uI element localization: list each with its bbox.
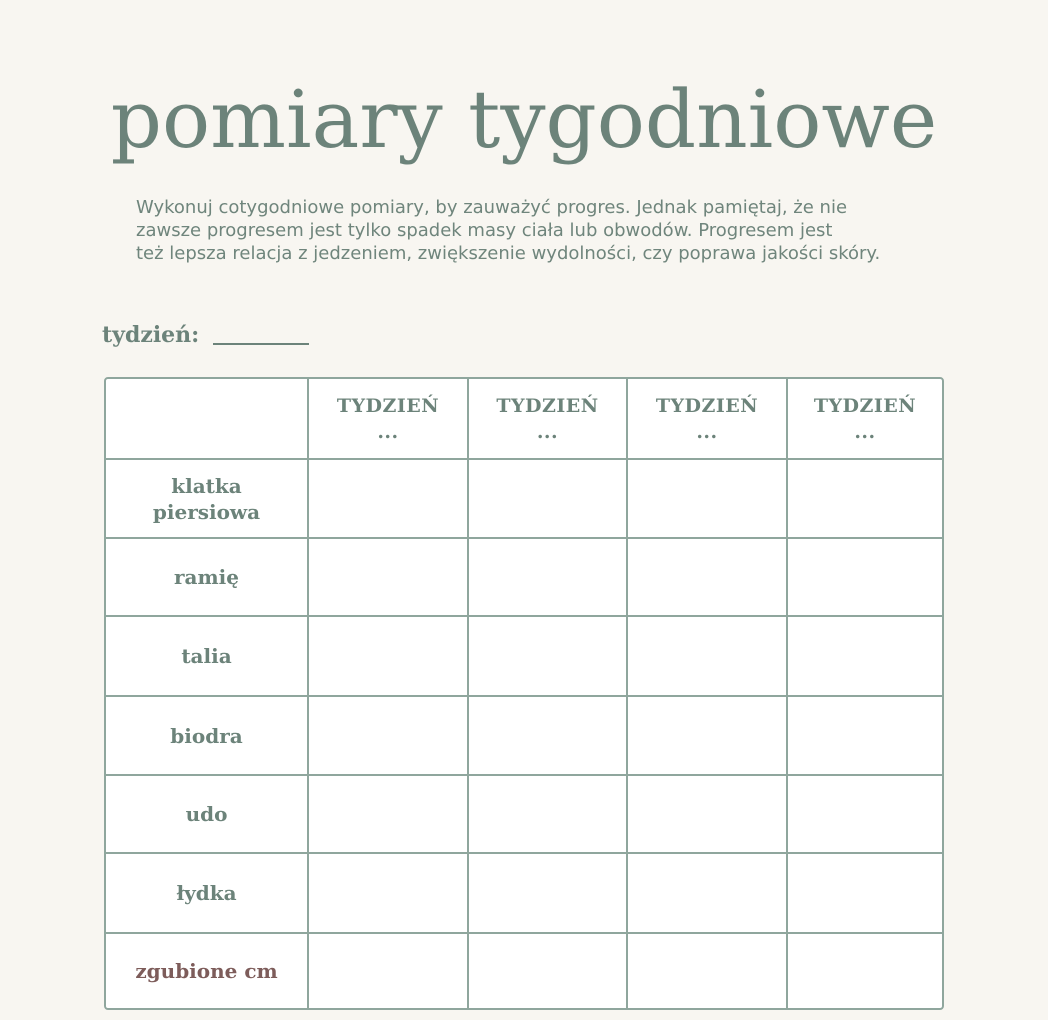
intro-line: zawsze progresem jest tylko spadek masy ciała lub obwodów. Progresem jest xyxy=(136,220,833,241)
table-row xyxy=(106,775,942,853)
week-header-label: TYDZIEŃ xyxy=(813,394,917,417)
week-header xyxy=(308,379,468,459)
row-label-lost-cm: zgubione cm xyxy=(106,933,308,1008)
measurement-cell[interactable] xyxy=(468,696,627,775)
measurement-cell[interactable] xyxy=(308,775,468,853)
table-row xyxy=(106,538,942,616)
measurement-cell[interactable] xyxy=(468,853,627,933)
measurement-cell[interactable] xyxy=(787,538,942,616)
week-header xyxy=(468,379,627,459)
row-label-thigh: udo xyxy=(106,775,308,853)
measurement-cell[interactable] xyxy=(627,459,787,538)
intro-line: Wykonuj cotygodniowe pomiary, by zauważyć progres. Jednak pamiętaj, że nie xyxy=(136,197,848,218)
measurement-cell[interactable] xyxy=(468,933,627,1008)
week-header-label: TYDZIEŃ xyxy=(655,394,759,417)
week-header-number: ... xyxy=(854,420,876,443)
measurement-cell[interactable] xyxy=(627,616,787,696)
measurement-cell[interactable] xyxy=(468,538,627,616)
row-label-arm: ramię xyxy=(106,538,308,616)
table-row xyxy=(106,459,942,538)
measurement-cell[interactable] xyxy=(308,853,468,933)
measurement-cell[interactable] xyxy=(308,538,468,616)
measurement-cell[interactable] xyxy=(787,853,942,933)
measurement-cell[interactable] xyxy=(627,538,787,616)
measurement-cell[interactable] xyxy=(627,933,787,1008)
table-row xyxy=(106,696,942,775)
measurement-cell[interactable] xyxy=(787,459,942,538)
corner-cell xyxy=(106,379,308,459)
page-title: pomiary tygodniowe xyxy=(110,73,938,166)
week-header-label: TYDZIEŃ xyxy=(336,394,440,417)
header-row xyxy=(106,379,942,459)
row-label-chest: klatka piersiowa xyxy=(106,459,308,538)
intro-text xyxy=(136,196,936,265)
week-header-label: TYDZIEŃ xyxy=(496,394,599,417)
measurement-cell[interactable] xyxy=(787,775,942,853)
table-row xyxy=(106,616,942,696)
week-header-number: ... xyxy=(536,420,559,443)
measurement-cell[interactable] xyxy=(308,696,468,775)
table-row xyxy=(106,853,942,933)
measurement-table xyxy=(104,377,944,1010)
week-header xyxy=(627,379,787,459)
week-header-number: ... xyxy=(696,420,718,443)
measurement-cell[interactable] xyxy=(308,933,468,1008)
measurement-cell[interactable] xyxy=(468,616,627,696)
measurement-cell[interactable] xyxy=(468,459,627,538)
measurement-cell[interactable] xyxy=(627,775,787,853)
measurement-cell[interactable] xyxy=(627,853,787,933)
measurement-cell[interactable] xyxy=(787,696,942,775)
week-header-number: ... xyxy=(377,420,399,443)
week-input-line[interactable] xyxy=(213,343,309,345)
week-label: tydzień: xyxy=(102,322,200,348)
measurement-cell[interactable] xyxy=(308,616,468,696)
table-row xyxy=(106,933,942,1008)
row-label-hips: biodra xyxy=(106,696,308,775)
intro-line: też lepsza relacja z jedzeniem, zwiększenie wydolności, czy poprawa jakości skóry. xyxy=(136,243,881,264)
week-header xyxy=(787,379,942,459)
row-label-waist: talia xyxy=(106,616,308,696)
measurement-cell[interactable] xyxy=(308,459,468,538)
row-label-calf: łydka xyxy=(106,853,308,933)
measurement-cell[interactable] xyxy=(627,696,787,775)
measurement-cell[interactable] xyxy=(787,933,942,1008)
week-field[interactable] xyxy=(102,322,309,348)
measurement-cell[interactable] xyxy=(468,775,627,853)
measurement-cell[interactable] xyxy=(787,616,942,696)
